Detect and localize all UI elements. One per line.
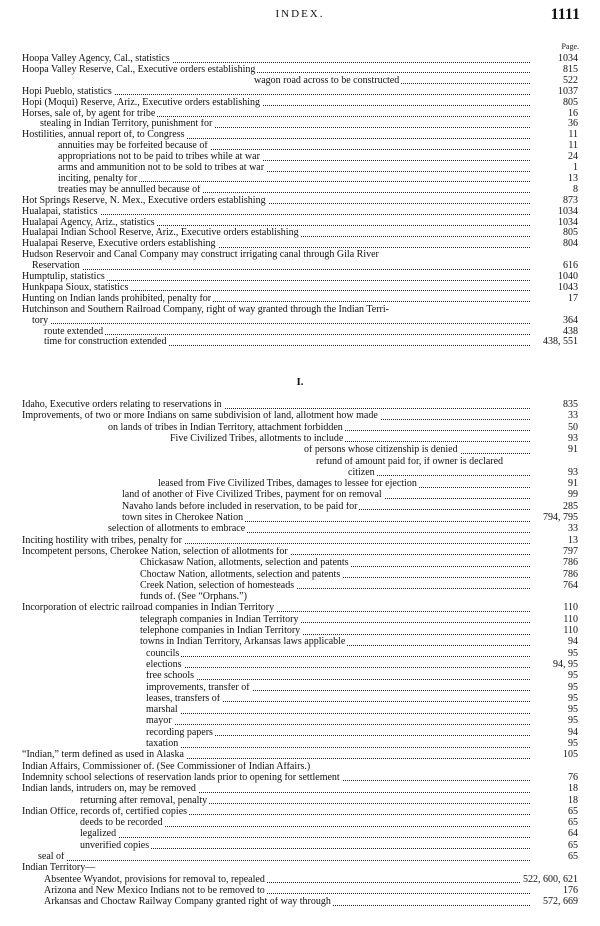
entry-page: 91	[568, 445, 578, 456]
entry-text: Indian Office, records of, certified copies	[22, 806, 188, 817]
index-entry	[140, 558, 578, 569]
entry-text: Improvements, of two or more Indians on same subdivision of land, allotment how made	[22, 411, 378, 422]
entry-text: stealing in Indian Territory, punishment for	[40, 119, 213, 130]
entry-page: 94	[568, 637, 578, 648]
entry-page: 1034	[558, 54, 578, 64]
entry-text: Indian Territory—	[22, 863, 96, 874]
entry-text: Incompetent persons, Cherokee Nation, selection of allotments for	[22, 546, 288, 557]
index-entry	[146, 683, 578, 694]
entry-page: 95	[568, 648, 578, 659]
entry-page: 99	[568, 490, 578, 501]
entry-page: 1034	[558, 217, 578, 228]
dot-leader	[146, 747, 530, 748]
dot-leader	[80, 837, 530, 838]
entry-text: marshal	[146, 705, 178, 716]
index-entry	[22, 863, 578, 874]
entry-text: Arizona and New Mexico Indians not to be removed to	[44, 885, 265, 896]
entry-page: 11	[568, 141, 578, 152]
entry-text: Hunkpapa Sioux, statistics	[22, 282, 129, 293]
entry-text: arms and ammunition not to be sold to tribes at war	[58, 163, 265, 173]
dot-leader	[146, 724, 530, 725]
index-entry	[22, 218, 578, 229]
entry-text: Choctaw Nation, allotments, selection and patents	[140, 569, 341, 580]
entry-page: 65	[568, 840, 578, 851]
entry-page: 105	[563, 750, 578, 761]
index-entry	[22, 411, 578, 422]
entry-text: inciting, penalty for	[58, 173, 138, 184]
index-entry	[22, 773, 578, 784]
index-entry	[22, 750, 578, 761]
entry-text: Hualapai, statistics	[22, 206, 98, 217]
entry-text: selection of allotments to embrace	[108, 524, 246, 535]
entry-page: 95	[568, 682, 578, 693]
index-entry	[146, 649, 578, 660]
entry-text: refund of amount paid for, if owner is declared	[316, 456, 504, 467]
entry-text: Creek Nation, selection of homesteads	[140, 580, 295, 591]
index-entry	[22, 400, 578, 411]
index-entry	[22, 784, 578, 795]
entry-page: 64	[568, 829, 578, 840]
dot-leader	[146, 667, 530, 668]
entry-page: 65	[568, 806, 578, 817]
entry-text: legalized	[80, 829, 117, 840]
entry-text: taxation	[146, 739, 179, 749]
entry-page: 873	[563, 195, 578, 206]
index-entry	[140, 626, 578, 637]
index-entry	[22, 536, 578, 547]
entry-page: 572, 669	[543, 897, 578, 908]
entry-text: Hutchinson and Southern Railroad Company, right of way granted through the Indian Terri-	[22, 304, 389, 315]
index-entry	[122, 502, 578, 513]
index-entry	[44, 875, 578, 886]
entry-page: 1	[573, 163, 578, 173]
entry-text: land of another of Five Civilized Tribes, payment for on removal	[122, 490, 382, 501]
index-entry	[22, 807, 578, 818]
dot-leader	[38, 860, 530, 861]
section-letter: I.	[296, 376, 304, 388]
entry-page: 18	[568, 784, 578, 795]
entry-page: 110	[563, 626, 578, 636]
index-entry	[140, 570, 578, 581]
entry-text: free schools	[146, 671, 195, 682]
entry-text: Hunting on Indian lands prohibited, penalty for	[22, 293, 212, 304]
entry-page: 786	[563, 558, 578, 569]
index-entry	[140, 637, 578, 648]
entry-text: Absentee Wyandot, provisions for removal to, repealed	[44, 874, 265, 885]
entry-page: 33	[568, 411, 578, 422]
entry-page: 764	[563, 580, 578, 591]
entry-page: 110	[563, 603, 578, 614]
entry-text: on lands of tribes in Indian Territory, attachment forbidden	[108, 422, 343, 433]
entry-text: annuities may be forfeited because of	[58, 141, 208, 152]
entry-text: time for construction extended	[44, 337, 167, 348]
index-entry	[22, 130, 578, 141]
entry-text: Inciting hostility with tribes, penalty for	[22, 535, 182, 546]
dot-leader	[44, 334, 530, 335]
entry-page: 95	[568, 739, 578, 749]
index-entry	[146, 705, 578, 716]
entry-text: seal of	[38, 852, 65, 862]
index-entry	[122, 513, 578, 524]
entry-text: Hoopa Valley Reserve, Cal., Executive orders establishing	[22, 64, 256, 75]
entry-page: 13	[568, 173, 578, 184]
entry-page: 33	[568, 524, 578, 535]
entry-page: 18	[568, 795, 578, 806]
entry-page: 65	[568, 818, 578, 829]
index-entry	[140, 592, 578, 603]
entry-text: Arkansas and Choctaw Railway Company granted right of way through	[44, 897, 331, 908]
index-entry	[146, 716, 578, 727]
index-entry	[22, 547, 578, 558]
entry-text: elections	[146, 659, 182, 670]
entry-page: 438	[563, 326, 578, 337]
entry-page: 285	[563, 501, 578, 512]
index-entry	[122, 490, 578, 501]
index-entry	[58, 163, 578, 174]
entry-page: 1037	[558, 86, 578, 97]
entry-text: Hudson Reservoir and Canal Company may construct irrigating canal through Gila River	[22, 250, 379, 261]
entry-text: funds of. (See “Orphans.”)	[140, 592, 247, 603]
index-entry	[80, 841, 578, 852]
index-entry	[146, 694, 578, 705]
index-entry	[22, 54, 578, 65]
entry-text: Reservation	[32, 261, 80, 272]
index-entry	[40, 119, 578, 130]
entry-page: 13	[568, 535, 578, 546]
entry-text: Horses, sale of, by agent for tribe	[22, 108, 156, 119]
index-entry	[80, 829, 578, 840]
entry-page: 65	[568, 852, 578, 862]
index-entry	[146, 660, 578, 671]
entry-text: Hualapai Agency, Ariz., statistics	[22, 217, 155, 228]
entry-page: 522	[563, 75, 578, 86]
dot-leader	[146, 656, 530, 657]
entry-page: 94, 95	[553, 659, 578, 670]
index-entry	[22, 65, 578, 76]
entry-text: Indian lands, intruders on, may be removed	[22, 784, 196, 795]
entry-text: Five Civilized Tribes, allotments to include	[170, 433, 344, 444]
index-entry	[170, 434, 578, 445]
index-entry	[58, 141, 578, 152]
dot-leader	[32, 269, 530, 270]
entry-text: Hot Springs Reserve, N. Mex., Executive orders establishing	[22, 195, 266, 206]
entry-page: 805	[563, 97, 578, 108]
entry-text: returning after removal, penalty	[80, 795, 208, 806]
entry-text: tory	[32, 315, 49, 326]
entry-page: 93	[568, 467, 578, 478]
index-entry	[44, 886, 578, 897]
index-entry	[22, 207, 578, 218]
entry-text: Navaho lands before included in reservation, to be paid for	[122, 501, 358, 512]
index-entry	[22, 272, 578, 283]
entry-text: Hopi (Moqui) Reserve, Ariz., Executive orders establishing	[22, 97, 260, 108]
entry-page: 95	[568, 716, 578, 727]
entry-text: Indemnity school selections of reservation lands prior to opening for settlement	[22, 772, 340, 783]
index-entry	[146, 671, 578, 682]
entry-page: 91	[568, 479, 578, 490]
entry-page: 794, 795	[543, 513, 578, 523]
index-entry	[108, 524, 578, 535]
entry-text: towns in Indian Territory, Arkansas laws applicable	[140, 637, 346, 648]
entry-page: 364	[563, 315, 578, 326]
entry-page: 522, 600, 621	[523, 874, 578, 885]
index-entry	[108, 423, 578, 434]
entry-page: 76	[568, 772, 578, 783]
index-entry	[58, 185, 578, 196]
entry-page: 95	[568, 705, 578, 716]
index-entry	[140, 615, 578, 626]
index-entry	[32, 316, 578, 327]
index-entry	[58, 174, 578, 185]
index-entry	[38, 852, 578, 863]
entry-page: 93	[568, 433, 578, 444]
index-entry	[22, 603, 578, 614]
entry-text: wagon road across to be constructed	[254, 75, 400, 86]
entry-page: 36	[568, 119, 578, 130]
index-entry	[316, 457, 578, 468]
entry-text: councils	[146, 648, 180, 659]
entry-text: “Indian,” term defined as used in Alaska	[22, 750, 184, 761]
entry-text: Hualapai Indian School Reserve, Ariz., Executive orders establishing	[22, 228, 299, 239]
entry-page: 17	[568, 293, 578, 304]
index-entry	[80, 796, 578, 807]
entry-text: Humptulip, statistics	[22, 272, 105, 282]
index-entry	[32, 261, 578, 272]
entry-text: Hoopa Valley Agency, Cal., statistics	[22, 54, 170, 64]
entry-page: 797	[563, 546, 578, 557]
header-page-number: 1111	[550, 6, 580, 23]
entry-text: Hualapai Reserve, Executive orders establishing	[22, 239, 216, 250]
entry-text: Chickasaw Nation, allotments, selection and patents	[140, 558, 349, 569]
entry-page: 8	[573, 184, 578, 195]
entry-page: 95	[568, 693, 578, 704]
index-entry	[348, 468, 578, 479]
entry-text: telephone companies in Indian Territory	[140, 626, 301, 636]
page-header	[0, 6, 600, 28]
index-entry	[22, 228, 578, 239]
index-entry	[44, 327, 578, 338]
entry-page: 176	[563, 885, 578, 896]
entry-page: 1034	[558, 206, 578, 217]
index-entry	[140, 581, 578, 592]
entry-page: 804	[563, 239, 578, 250]
entry-text: leased from Five Civilized Tribes, damages to lessee for ejection	[158, 479, 417, 490]
entry-page: 1043	[558, 282, 578, 293]
entry-page: 24	[568, 152, 578, 163]
entry-text: Indian Affairs, Commissioner of. (See Commissioner of Indian Affairs.)	[22, 761, 311, 772]
entry-page: 1040	[558, 272, 578, 282]
entry-text: Hostilities, annual report of, to Congress	[22, 130, 185, 141]
index-entry	[22, 283, 578, 294]
entry-text: citizen	[348, 467, 375, 478]
page-column-label: Page.	[561, 42, 579, 51]
entry-text: town sites in Cherokee Nation	[122, 513, 244, 523]
entry-text: unverified copies	[80, 840, 150, 851]
entry-page: 16	[568, 108, 578, 119]
header-title: INDEX.	[275, 8, 325, 20]
entry-page: 11	[568, 130, 578, 141]
entry-text: leases, transfers of	[146, 693, 221, 704]
entry-text: improvements, transfer of	[146, 682, 250, 693]
entry-text: recording papers	[146, 727, 213, 738]
index-entry	[22, 305, 578, 316]
entry-text: appropriations not to be paid to tribes while at war	[58, 152, 260, 163]
entry-page: 110	[563, 614, 578, 625]
index-entry	[80, 818, 578, 829]
index-entry	[58, 152, 578, 163]
index-entry	[22, 98, 578, 109]
entry-page: 438, 551	[543, 337, 578, 348]
index-entry	[304, 445, 578, 456]
index-entry	[254, 76, 578, 87]
entry-text: Incorporation of electric railroad companies in Indian Territory	[22, 603, 275, 614]
index-entry	[22, 87, 578, 98]
entry-page: 616	[563, 261, 578, 272]
entry-text: treaties may be annulled because of	[58, 184, 201, 195]
index-entry	[44, 897, 578, 908]
dot-leader	[146, 679, 530, 680]
entry-page: 805	[563, 228, 578, 239]
index-entry	[22, 196, 578, 207]
entry-page: 815	[563, 64, 578, 75]
entry-page: 94	[568, 727, 578, 738]
entry-text: of persons whose citizenship is denied	[304, 445, 458, 456]
index-entry	[22, 239, 578, 250]
entry-page: 835	[563, 400, 578, 410]
entry-page: 50	[568, 422, 578, 433]
dot-leader	[146, 713, 530, 714]
entry-text: Idaho, Executive orders relating to reservations in	[22, 400, 222, 410]
entry-text: Hopi Pueblo, statistics	[22, 86, 112, 97]
dot-leader	[32, 323, 530, 324]
index-entry	[158, 479, 578, 490]
entry-text: route extended	[44, 326, 104, 337]
entry-text: telegraph companies in Indian Territory	[140, 614, 299, 625]
entry-page: 786	[563, 569, 578, 580]
index-entry	[22, 294, 578, 305]
entry-text: deeds to be recorded	[80, 818, 163, 829]
entry-page: 95	[568, 671, 578, 682]
entry-text: mayor	[146, 716, 172, 727]
index-entry	[146, 728, 578, 739]
index-entry	[22, 109, 578, 120]
index-entry	[22, 250, 578, 261]
index-entry	[146, 739, 578, 750]
index-entry	[44, 337, 578, 348]
index-entry	[22, 762, 578, 773]
